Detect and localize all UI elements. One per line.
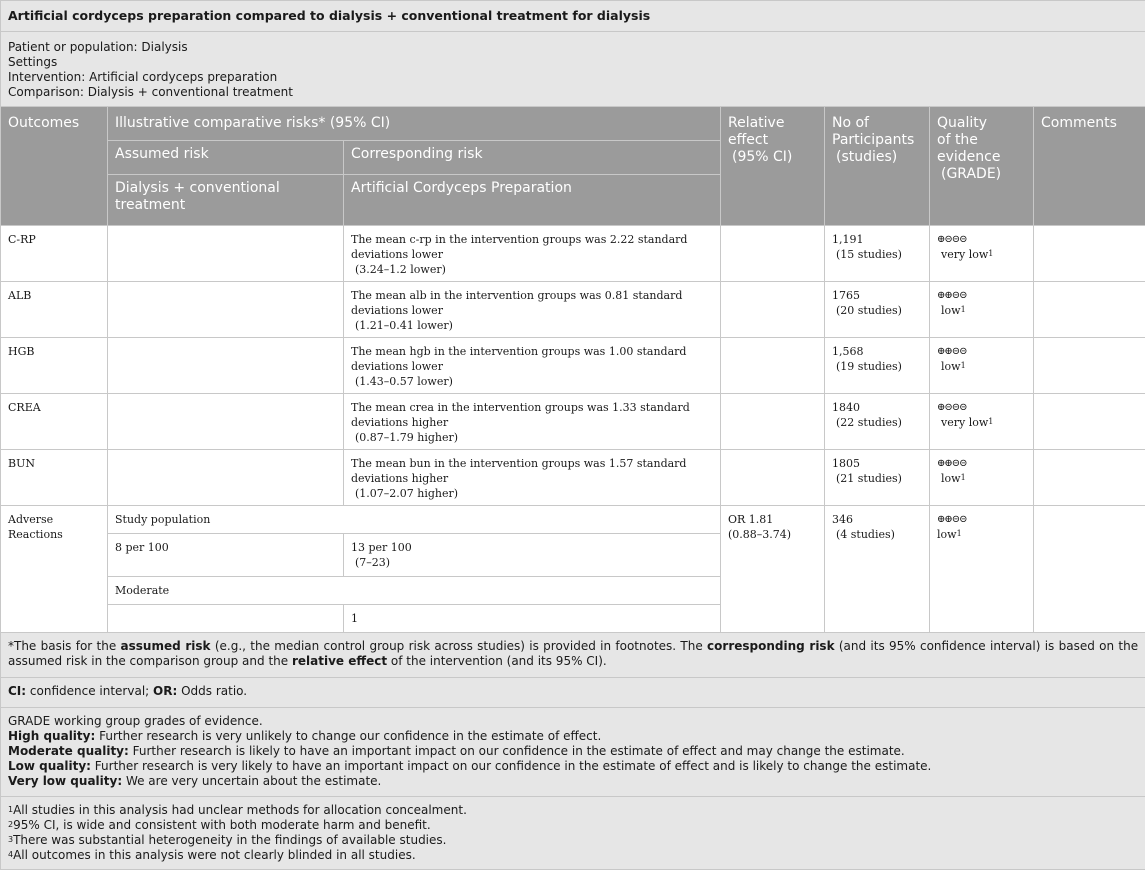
comments-cell [1034, 394, 1145, 450]
grade-high-label: High quality: [8, 729, 95, 743]
participants-count: 1765 [832, 288, 922, 303]
relative-effect-cell [721, 282, 825, 338]
quality-cell [930, 394, 1034, 450]
footnote-4-text: All outcomes in this analysis were not clearly blinded in all studies. [13, 848, 416, 862]
table-row [1, 450, 1145, 506]
grade-low-text: Further research is very likely to have an important impact on our confidence in the estimate of effect and is likely to change the estimate. [91, 759, 931, 773]
footnote-basis [1, 633, 1145, 678]
table-row [1, 394, 1145, 450]
outcome-name: HGB [1, 338, 108, 394]
outcome-name: CREA [1, 394, 108, 450]
outcome-name: ALB [1, 282, 108, 338]
relative-effect-cell [721, 226, 825, 282]
grade-moderate [8, 744, 1138, 759]
quality-cell [930, 338, 1034, 394]
adverse-outcome: Adverse Reactions [1, 506, 108, 633]
participants-count: 1,191 [832, 232, 922, 247]
comments-cell [1034, 338, 1145, 394]
abbrev-ci-label: CI: [8, 684, 26, 698]
corresponding-risk-text: The mean c-rp in the intervention groups was 2.22 standard deviations lower [351, 232, 713, 262]
grade-intro: GRADE working group grades of evidence. [8, 714, 1138, 729]
corresponding-risk-cell [344, 282, 721, 338]
corresponding-risk-ci: (0.87–1.79 higher) [351, 430, 713, 445]
grade-moderate-text: Further research is likely to have an important impact on our confidence in the estimate of effect and may change the estimate. [129, 744, 905, 758]
footnote-4 [8, 848, 1138, 863]
comments-cell [1034, 226, 1145, 282]
footnote-basis-text-4: of the intervention (and its 95% CI). [387, 654, 607, 668]
intervention-text: Intervention: Artificial cordyceps preparation [8, 70, 1138, 85]
footnote-4-marker: 4 [8, 850, 13, 859]
relative-effect-cell [721, 394, 825, 450]
header-participants-line1: No of [832, 115, 922, 132]
grade-very-low-label: Very low quality: [8, 774, 122, 788]
header-relative-line3: (95% CI) [728, 149, 817, 166]
header-participants-line3: (studies) [832, 149, 922, 166]
header-participants [825, 107, 930, 226]
quality-footnote-marker: 1 [961, 305, 966, 314]
grade-very-low [8, 774, 1138, 789]
footnotes [1, 797, 1145, 870]
outcome-name: BUN [1, 450, 108, 506]
adverse-participants-count: 346 [832, 512, 922, 527]
quality-symbols: ⊕⊕⊝⊝ [937, 344, 1026, 359]
adverse-comments [1034, 506, 1145, 633]
assumed-risk-cell [108, 338, 344, 394]
participants-count: 1805 [832, 456, 922, 471]
quality-cell [930, 282, 1034, 338]
corresponding-risk-ci: (1.07–2.07 higher) [351, 486, 713, 501]
adverse-quality-symbols: ⊕⊕⊝⊝ [937, 512, 1026, 527]
header-quality [930, 107, 1034, 226]
header-relative-effect [721, 107, 825, 226]
participants-cell [825, 282, 930, 338]
footnote-basis-bold-1: assumed risk [121, 639, 211, 653]
adverse-relative-effect [721, 506, 825, 633]
corresponding-risk-text: The mean hgb in the intervention groups was 1.00 standard deviations lower [351, 344, 713, 374]
quality-symbols: ⊕⊕⊝⊝ [937, 456, 1026, 471]
table-row [1, 226, 1145, 282]
grade-high-text: Further research is very unlikely to change our confidence in the estimate of effect. [95, 729, 601, 743]
header-illustrative-risks: Illustrative comparative risks* (95% CI) [108, 107, 721, 141]
header-corresponding-risk: Corresponding risk [344, 141, 721, 175]
adverse-quality [930, 506, 1034, 633]
comments-cell [1034, 282, 1145, 338]
footnote-3-marker: 3 [8, 835, 13, 844]
corresponding-risk-cell [344, 394, 721, 450]
footnote-2-text: 95% CI, is wide and consistent with both moderate harm and benefit. [13, 818, 431, 832]
quality-grade: very low [941, 248, 988, 261]
footnote-3-text: There was substantial heterogeneity in the findings of available studies. [13, 833, 446, 847]
table-title: Artificial cordyceps preparation compared to dialysis + conventional treatment for dialysis [1, 1, 1145, 32]
footnote-basis-text-3: (and its 95% confidence interval) is based on the assumed risk in the comparison group and the [8, 639, 1138, 668]
comments-cell [1034, 450, 1145, 506]
corresponding-risk-ci: (1.43–0.57 lower) [351, 374, 713, 389]
header-quality-line3: evidence [937, 149, 1026, 166]
header-quality-line1: Quality [937, 115, 1026, 132]
adverse-quality-grade: low [937, 528, 957, 541]
header-assumed-group: Dialysis + conventional treatment [108, 175, 344, 226]
corresponding-risk-text: The mean alb in the intervention groups was 0.81 standard deviations lower [351, 288, 713, 318]
footnote-1-text: All studies in this analysis had unclear methods for allocation concealment. [13, 803, 467, 817]
footnote-basis-text-1: *The basis for the [8, 639, 121, 653]
relative-effect-cell [721, 338, 825, 394]
participants-studies: (15 studies) [832, 247, 922, 262]
footnote-2 [8, 818, 1138, 833]
quality-grade: low [941, 472, 961, 485]
header-participants-line2: Participants [832, 132, 922, 149]
quality-grade: low [941, 360, 961, 373]
quality-symbols: ⊕⊕⊝⊝ [937, 288, 1026, 303]
adverse-participants-studies: (4 studies) [832, 527, 922, 542]
grade-moderate-label: Moderate quality: [8, 744, 129, 758]
header-relative-line1: Relative [728, 115, 817, 132]
header-quality-line2: of the [937, 132, 1026, 149]
abbrev-ci-text: confidence interval; [26, 684, 153, 698]
adverse-quality-footnote: 1 [957, 529, 962, 538]
table-row [1, 282, 1145, 338]
quality-cell [930, 450, 1034, 506]
assumed-risk-cell [108, 226, 344, 282]
comparison-text: Comparison: Dialysis + conventional treatment [8, 85, 1138, 100]
assumed-risk-cell [108, 282, 344, 338]
quality-grade: very low [941, 416, 988, 429]
participants-cell [825, 450, 930, 506]
footnote-2-marker: 2 [8, 820, 13, 829]
corresponding-risk-text: The mean bun in the intervention groups was 1.57 standard deviations higher [351, 456, 713, 486]
footnote-1 [8, 803, 1138, 818]
adverse-corresponding-ci: (7–23) [351, 555, 713, 570]
header-assumed-risk: Assumed risk [108, 141, 344, 175]
participants-studies: (20 studies) [832, 303, 922, 318]
corresponding-risk-ci: (3.24–1.2 lower) [351, 262, 713, 277]
abbrev-or-label: OR: [153, 684, 177, 698]
quality-footnote-marker: 1 [988, 249, 993, 258]
footnote-basis-bold-3: relative effect [292, 654, 387, 668]
outcome-name: C-RP [1, 226, 108, 282]
abbrev-or-text: Odds ratio. [177, 684, 247, 698]
grade-low [8, 759, 1138, 774]
footnote-basis-bold-2: corresponding risk [707, 639, 835, 653]
footnote-basis-text-2: (e.g., the median control group risk across studies) is provided in footnotes. The [211, 639, 708, 653]
adverse-relative-value: OR 1.81 [728, 512, 817, 527]
header-corresponding-group: Artificial Cordyceps Preparation [344, 175, 721, 226]
adverse-corresponding-value: 13 per 100 [351, 540, 713, 555]
quality-footnote-marker: 1 [961, 473, 966, 482]
participants-studies: (22 studies) [832, 415, 922, 430]
corresponding-risk-cell [344, 450, 721, 506]
quality-footnote-marker: 1 [988, 417, 993, 426]
grade-definitions [1, 708, 1145, 797]
participants-count: 1840 [832, 400, 922, 415]
adverse-participants [825, 506, 930, 633]
adverse-moderate-assumed [108, 605, 344, 633]
corresponding-risk-text: The mean crea in the intervention groups was 1.33 standard deviations higher [351, 400, 713, 430]
adverse-relative-ci: (0.88–3.74) [728, 527, 817, 542]
participants-cell [825, 338, 930, 394]
header-relative-line2: effect [728, 132, 817, 149]
quality-symbols: ⊕⊝⊝⊝ [937, 232, 1026, 247]
adverse-moderate-corresponding: 1 [344, 605, 721, 633]
relative-effect-cell [721, 450, 825, 506]
quality-symbols: ⊕⊝⊝⊝ [937, 400, 1026, 415]
assumed-risk-cell [108, 394, 344, 450]
corresponding-risk-cell [344, 226, 721, 282]
population-block [1, 32, 1145, 107]
quality-cell [930, 226, 1034, 282]
grade-high [8, 729, 1138, 744]
footnote-1-marker: 1 [8, 805, 13, 814]
participants-cell [825, 394, 930, 450]
header-comments: Comments [1034, 107, 1145, 226]
footnote-3 [8, 833, 1138, 848]
table-row [1, 338, 1145, 394]
quality-grade: low [941, 304, 961, 317]
participants-studies: (19 studies) [832, 359, 922, 374]
participants-count: 1,568 [832, 344, 922, 359]
header-quality-line4: (GRADE) [937, 166, 1026, 183]
settings-text: Settings [8, 55, 1138, 70]
corresponding-risk-cell [344, 338, 721, 394]
participants-cell [825, 226, 930, 282]
grade-low-label: Low quality: [8, 759, 91, 773]
quality-footnote-marker: 1 [961, 361, 966, 370]
adverse-study-population: Study population [108, 506, 721, 534]
abbreviations [1, 678, 1145, 708]
participants-studies: (21 studies) [832, 471, 922, 486]
header-outcomes: Outcomes [1, 107, 108, 226]
grade-very-low-text: We are very uncertain about the estimate. [122, 774, 381, 788]
adverse-corresponding-risk [344, 534, 721, 577]
adverse-assumed-risk: 8 per 100 [108, 534, 344, 577]
assumed-risk-cell [108, 450, 344, 506]
population-text: Patient or population: Dialysis [8, 40, 1138, 55]
adverse-moderate-label: Moderate [108, 577, 721, 605]
corresponding-risk-ci: (1.21–0.41 lower) [351, 318, 713, 333]
